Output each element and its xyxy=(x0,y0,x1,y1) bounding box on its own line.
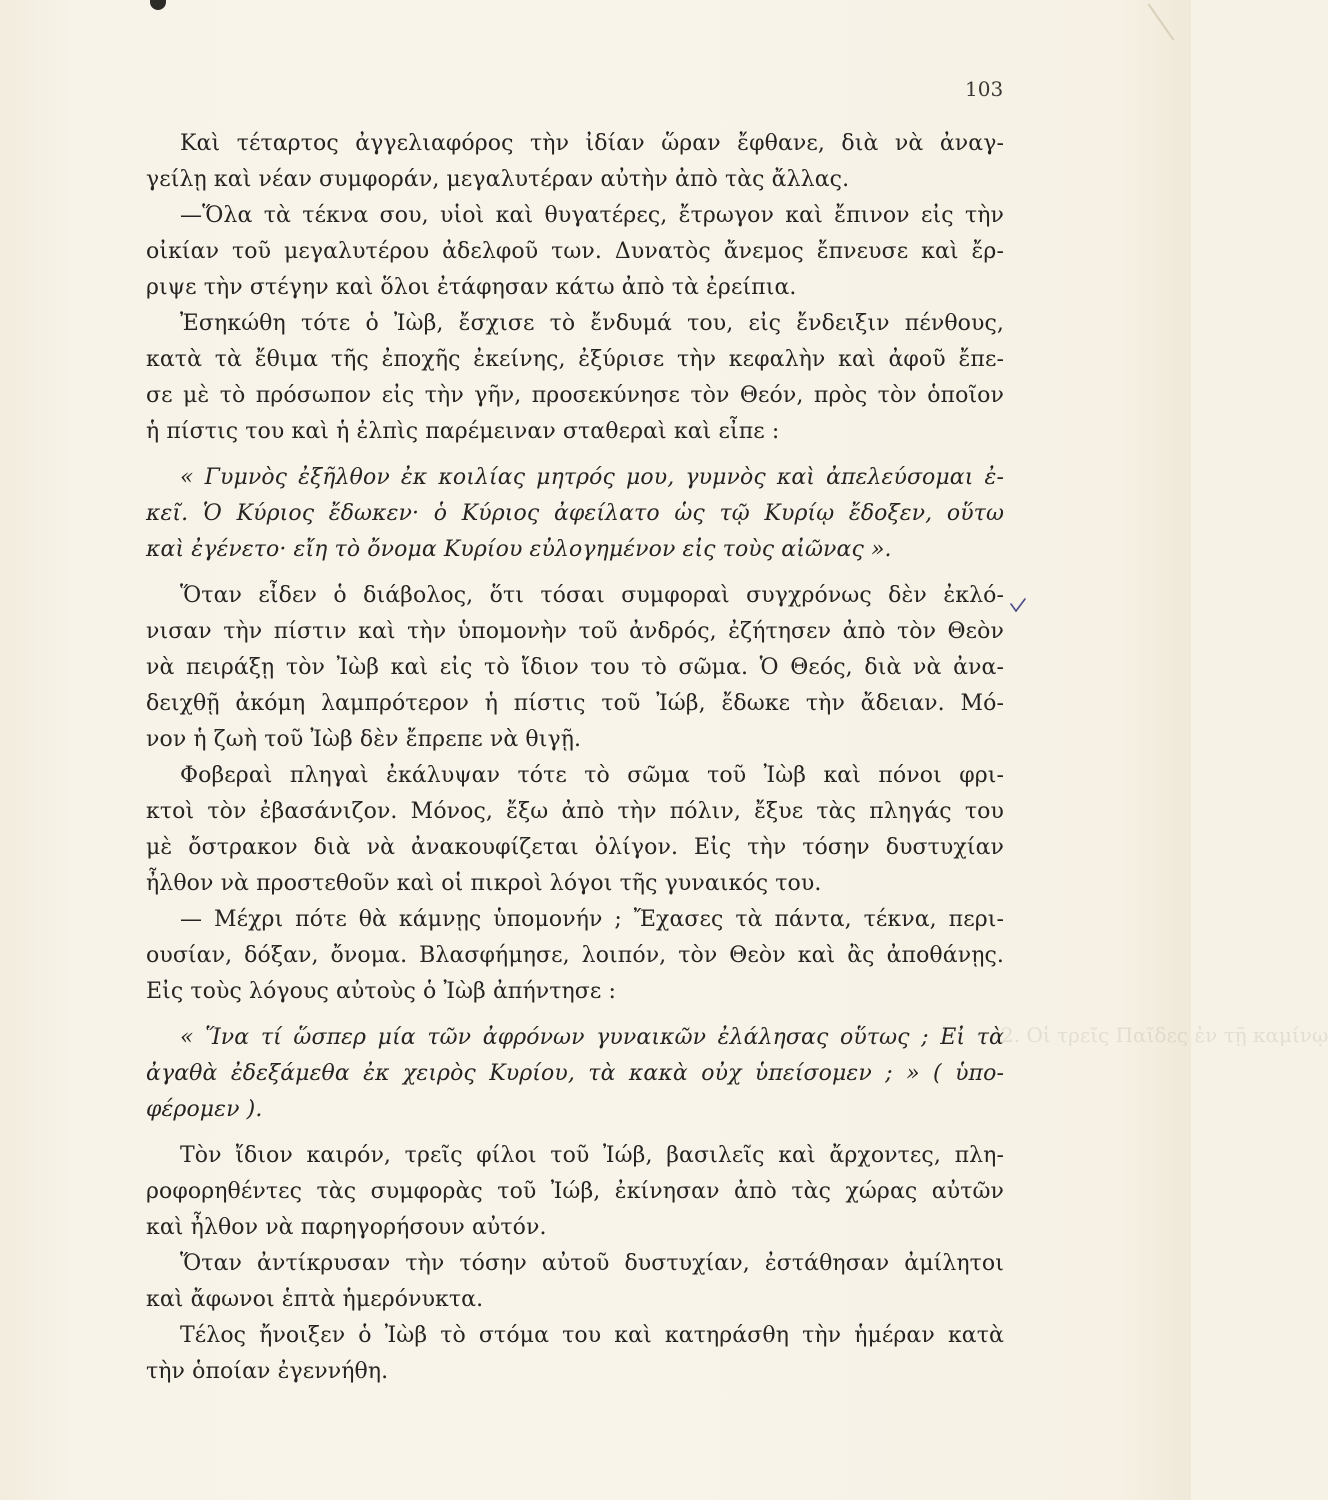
paragraph xyxy=(146,578,1004,758)
text-line: ουσίαν, δόξαν, ὄνομα. Βλασφήμησε, λοιπόν, τὸν Θεὸν καὶ ἂς ἀποθάνῃς. xyxy=(146,943,1004,968)
text-line: ροφορηθέντες τὰς συμφορὰς τοῦ Ἰώβ, ἐκίνησαν ἀπὸ τὰς χώρας αὐτῶν xyxy=(146,1179,1004,1204)
quote-line: κεῖ. Ὁ Κύριος ἔδωκεν· ὁ Κύριος ἀφείλατο ὡς τῷ Κυρίῳ ἔδοξεν, οὕτω xyxy=(146,501,1004,526)
bleed-heading: ἐν τῇ καμίνῳ xyxy=(1194,1023,1328,1047)
paragraph xyxy=(146,902,1004,1010)
quote-line: ἀγαθὰ ἐδεξάμεθα ἐκ χειρὸς Κυρίου, τὰ κακὰ οὐχ ὑπείσομεν ; » ( ὑπο- xyxy=(146,1061,1004,1086)
paragraph xyxy=(146,126,1004,198)
page-text xyxy=(146,126,1004,1390)
text-line: Ἐσηκώθη τότε ὁ Ἰὼβ, ἔσχισε τὸ ἔνδυμά του, εἰς ἔνδειξιν πένθους, xyxy=(180,311,1004,336)
text-line: —Ὅλα τὰ τέκνα σου, υἱοὶ καὶ θυγατέρες, ἔτρωγον καὶ ἔπινον εἰς τὴν xyxy=(180,203,1004,228)
margin-checkmark-icon xyxy=(1010,598,1026,614)
text-line: Ὅταν εἶδεν ὁ διάβολος, ὅτι τόσαι συμφοραὶ συγχρόνως δὲν ἐκλό- xyxy=(180,583,1004,608)
text-line: ριψε τὴν στέγην καὶ ὅλοι ἐτάφησαν κάτω ἀπὸ τὰ ἐρείπια. xyxy=(146,275,797,300)
quote-line: φέρομεν ). xyxy=(146,1097,263,1122)
text-line: καὶ ἄφωνοι ἑπτὰ ἡμερόνυκτα. xyxy=(146,1287,484,1312)
text-line: Εἰς τοὺς λόγους αὐτοὺς ὁ Ἰὼβ ἀπήντησε : xyxy=(146,979,617,1004)
text-line: νὰ πειράξῃ τὸν Ἰὼβ καὶ εἰς τὸ ἴδιον του τὸ σῶμα. Ὁ Θεός, διὰ νὰ ἀνα- xyxy=(146,655,1004,680)
paragraph xyxy=(146,1318,1004,1390)
text-line: Τὸν ἴδιον καιρόν, τρεῖς φίλοι τοῦ Ἰώβ, βασιλεῖς καὶ ἄρχοντες, πλη- xyxy=(180,1143,1004,1168)
quote-line: καὶ ἐγένετο· εἴη τὸ ὄνομα Κυρίου εὐλογημένον εἰς τοὺς αἰῶνας ». xyxy=(146,537,892,562)
text-line: Καὶ τέταρτος ἀγγελιαφόρος τὴν ἰδίαν ὥραν ἔφθανε, διὰ νὰ ἀναγ- xyxy=(180,131,1004,156)
text-line: Φοβεραὶ πληγαὶ ἐκάλυψαν τότε τὸ σῶμα τοῦ Ἰὼβ καὶ πόνοι φρι- xyxy=(180,763,1004,788)
text-line: οἰκίαν τοῦ μεγαλυτέρου ἀδελφοῦ των. Δυνατὸς ἄνεμος ἔπνευσε καὶ ἔρ- xyxy=(146,239,1004,264)
paragraph xyxy=(146,306,1004,450)
text-line: ἦλθον νὰ προστεθοῦν καὶ οἱ πικροὶ λόγοι τῆς γυναικός του. xyxy=(146,871,822,896)
quote-line: « Ἵνα τί ὥσπερ μία τῶν ἀφρόνων γυναικῶν ἐλάλησας οὕτως ; Εἰ τὰ xyxy=(180,1025,1004,1050)
text-line: νον ἡ ζωὴ τοῦ Ἰὼβ δὲν ἔπρεπε νὰ θιγῇ. xyxy=(146,727,582,752)
text-line: μὲ ὄστρακον διὰ νὰ ἀνακουφίζεται ὀλίγον. Εἰς τὴν τόσην δυστυχίαν xyxy=(146,835,1004,860)
text-line: σε μὲ τὸ πρόσωπον εἰς τὴν γῆν, προσεκύνησε τὸν Θεόν, πρὸς τὸν ὁποῖον xyxy=(146,383,1004,408)
text-line: νισαν τὴν πίστιν καὶ τὴν ὑπομονὴν τοῦ ἀνδρός, ἐζήτησεν ἀπὸ τὸν Θεὸν xyxy=(146,619,1004,644)
text-line: καὶ ἦλθον νὰ παρηγορήσουν αὐτόν. xyxy=(146,1215,547,1240)
text-line: ἡ πίστις του καὶ ἡ ἐλπὶς παρέμειναν σταθεραὶ καὶ εἶπε : xyxy=(146,419,780,444)
paragraph xyxy=(146,758,1004,902)
text-line: τὴν ὁποίαν ἐγεννήθη. xyxy=(146,1359,389,1384)
text-line: γείλῃ καὶ νέαν συμφοράν, μεγαλυτέραν αὐτὴν ἀπὸ τὰς ἄλλας. xyxy=(146,167,850,192)
scripture-quote xyxy=(146,460,1004,568)
paragraph xyxy=(146,1138,1004,1246)
text-line: κατὰ τὰ ἔθιμα τῆς ἐποχῆς ἐκείνης, ἐξύρισε τὴν κεφαλὴν καὶ ἀφοῦ ἔπε- xyxy=(146,347,1004,372)
text-line: Τέλος ἤνοιξεν ὁ Ἰὼβ τὸ στόμα του καὶ κατηράσθη τὴν ἡμέραν κατὰ xyxy=(180,1323,1004,1348)
text-line: Ὅταν ἀντίκρυσαν τὴν τόσην αὐτοῦ δυστυχίαν, ἐστάθησαν ἀμίλητοι xyxy=(180,1251,1004,1276)
page-number: 103 xyxy=(965,77,1004,101)
paragraph xyxy=(146,198,1004,306)
text-line: δειχθῇ ἀκόμη λαμπρότερον ἡ πίστις τοῦ Ἰώβ, ἔδωκε τὴν ἄδειαν. Μό- xyxy=(146,691,1004,716)
text-line: κτοὶ τὸν ἐβασάνιζον. Μόνος, ἔξω ἀπὸ τὴν πόλιν, ἔξυε τὰς πληγάς του xyxy=(146,799,1004,824)
quote-line: « Γυμνὸς ἐξῆλθον ἐκ κοιλίας μητρός μου, γυμνὸς καὶ ἀπελεύσομαι ἐ- xyxy=(180,465,1004,490)
scripture-quote xyxy=(146,1020,1004,1128)
text-line: — Μέχρι πότε θὰ κάμνῃς ὑπομονήν ; Ἔχασες τὰ πάντα, τέκνα, περι- xyxy=(180,907,1004,932)
paragraph xyxy=(146,1246,1004,1318)
